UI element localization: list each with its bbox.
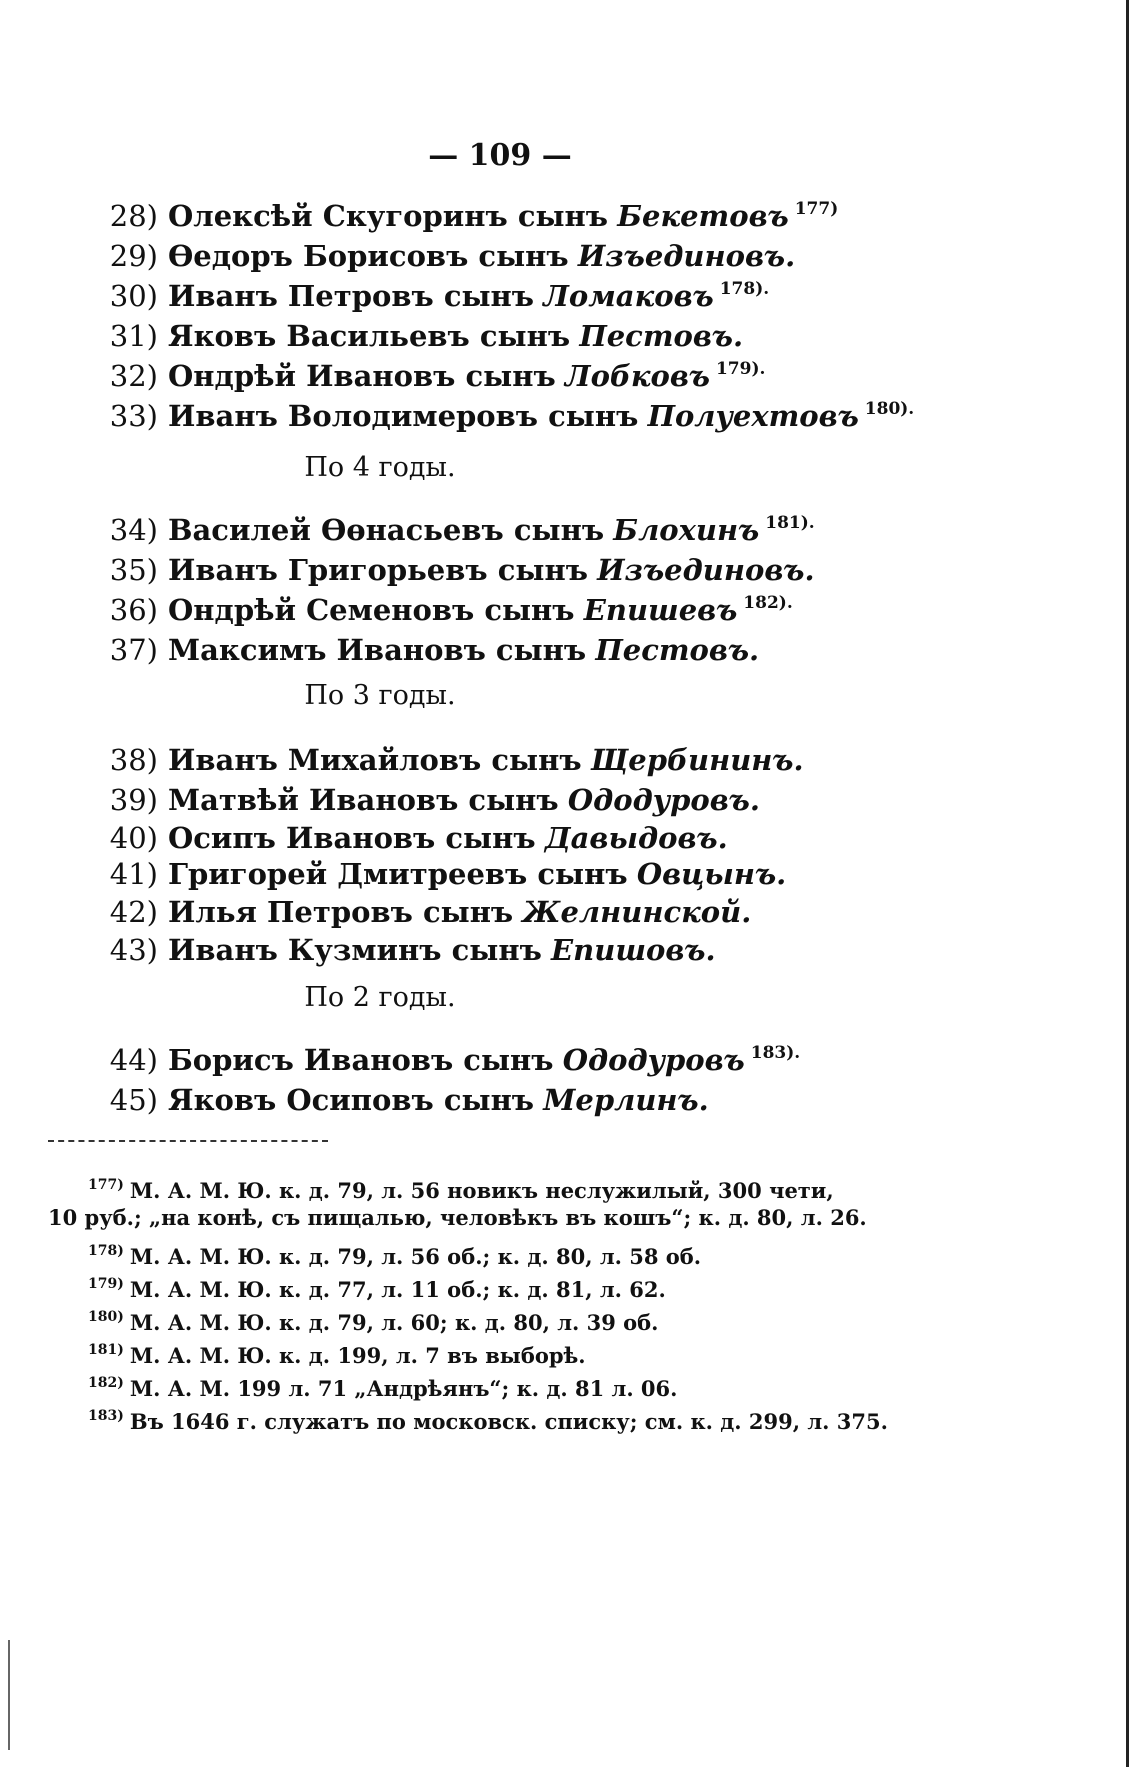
list-item: 39) Матвѣй Ивановъ сынъ Ододуровъ.	[109, 783, 760, 817]
list-item: 41) Григорей Дмитреевъ сынъ Овцынъ.	[109, 857, 787, 891]
footnote: $^{178)}$ М. А. М. Ю. к. д. 79, л. 56 об.; к. д. 80, л. 58 об.	[88, 1243, 702, 1269]
list-item: 29) Өедоръ Борисовъ сынъ Изъединовъ.	[109, 239, 796, 273]
footnote: $^{177)}$ М. А. М. Ю. к. д. 79, л. 56 новикъ неслужилый, 300 чети,	[88, 1177, 834, 1203]
list-item: 44) Борисъ Ивановъ сынъ Ододуровъ $^{183).}$	[109, 1043, 801, 1077]
list-item: 34) Василей Өөнасьевъ сынъ Блохинъ $^{181).}$	[109, 513, 815, 547]
list-item: 45) Яковъ Осиповъ сынъ Мерлинъ.	[109, 1083, 709, 1117]
list-item: 30) Иванъ Петровъ сынъ Ломаковъ $^{178).}$	[109, 279, 770, 313]
footnote: $^{182)}$ М. А. М. 199 л. 71 „Андрѣянъ“; к. д. 81 л. 06.	[88, 1375, 678, 1401]
list-item: 37) Максимъ Ивановъ сынъ Пестовъ.	[109, 633, 760, 667]
list-item: 38) Иванъ Михайловъ сынъ Щербининъ.	[109, 743, 804, 777]
list-item: 40) Осипъ Ивановъ сынъ Давыдовъ.	[109, 821, 728, 855]
list-item: 28) Олексѣй Скугоринъ сынъ Бекетовъ $^{177)}$	[109, 199, 839, 233]
list-item: 35) Иванъ Григорьевъ сынъ Изъединовъ.	[109, 553, 815, 587]
margin-mark	[8, 1640, 10, 1750]
page-edge-line	[1126, 0, 1129, 1767]
footnote: $^{179)}$ М. А. М. Ю. к. д. 77, л. 11 об.; к. д. 81, л. 62.	[88, 1276, 666, 1302]
section-heading: По 2 годы.	[304, 982, 456, 1013]
footnote: $^{181)}$ М. А. М. Ю. к. д. 199, л. 7 въ выборѣ.	[88, 1342, 586, 1368]
list-item: 31) Яковъ Васильевъ сынъ Пестовъ.	[109, 319, 744, 353]
list-item: 36) Ондрѣй Семеновъ сынъ Епишевъ $^{182).}$	[109, 593, 793, 627]
section-heading: По 3 годы.	[304, 680, 456, 711]
footnote: $^{180)}$ М. А. М. Ю. к. д. 79, л. 60; к. д. 80, л. 39 об.	[88, 1309, 659, 1335]
footnote-continuation: 10 руб.; „на конѣ, съ пищалью, человѣкъ въ кошъ“; к. д. 80, л. 26.	[48, 1205, 867, 1230]
list-item: 43) Иванъ Кузминъ сынъ Епишовъ.	[109, 933, 716, 967]
list-item: 42) Илья Петровъ сынъ Желнинской.	[109, 895, 752, 929]
page-number: — 109 —	[428, 138, 572, 173]
section-heading: По 4 годы.	[304, 452, 456, 483]
list-item: 33) Иванъ Володимеровъ сынъ Полуехтовъ $^{180).}$	[109, 399, 915, 433]
list-item: 32) Ондрѣй Ивановъ сынъ Лобковъ $^{179).}$	[109, 359, 766, 393]
footnote-separator	[48, 1140, 328, 1142]
footnote: $^{183)}$ Въ 1646 г. служатъ по московск. списку; см. к. д. 299, л. 375.	[88, 1408, 888, 1434]
